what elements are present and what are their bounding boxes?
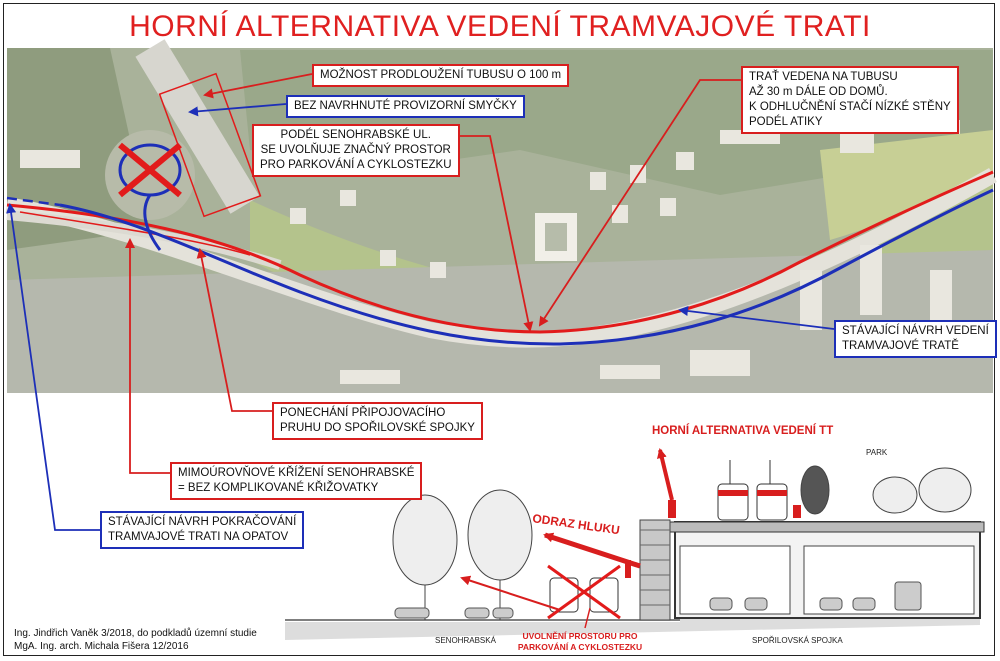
existing-continuation-callout: STÁVAJÍCÍ NÁVRH POKRAČOVÁNÍ TRAMVAJOVÉ TRATI NA OPATOV — [100, 511, 304, 549]
street-left-label: SENOHRABSKÁ — [435, 636, 496, 645]
street-right-label: SPOŘILOVSKÁ SPOJKA — [752, 636, 843, 645]
credit-line-2: MgA. Ing. arch. Michala Fišera 12/2016 — [14, 641, 189, 652]
credit-line-1: Ing. Jindřich Vaněk 3/2018, do podkladů územní studie — [14, 628, 257, 639]
section-heading: HORNÍ ALTERNATIVA VEDENÍ TT — [652, 425, 834, 437]
track-on-tunnel-callout: TRAŤ VEDENA NA TUBUSU AŽ 30 m DÁLE OD DOMŮ. K ODHLUČNĚNÍ STAČÍ NÍZKÉ STĚNY PODÉL ATIKY — [741, 66, 959, 134]
noise-reflection-label: ODRAZ HLUKU — [531, 511, 621, 538]
no-loop-callout: BEZ NAVRHNUTÉ PROVIZORNÍ SMYČKY — [286, 95, 525, 118]
page-title: HORNÍ ALTERNATIVA VEDENÍ TRAMVAJOVÉ TRATI — [129, 10, 871, 43]
connecting-lane-callout: PONECHÁNÍ PŘIPOJOVACÍHO PRUHU DO SPOŘILOVSKÉ SPOJKY — [272, 402, 483, 440]
freed-space-line-1: UVOLNĚNÍ PROSTORU PRO — [522, 631, 638, 641]
existing-route-callout: STÁVAJÍCÍ NÁVRH VEDENÍ TRAMVAJOVÉ TRATĚ — [834, 320, 997, 358]
freed-space-line-2: PARKOVÁNÍ A CYKLOSTEZKU — [517, 642, 643, 652]
tunnel-extension-callout: MOŽNOST PRODLOUŽENÍ TUBUSU O 100 m — [312, 64, 569, 87]
grade-separated-callout: MIMOÚROVŇOVÉ KŘÍŽENÍ SENOHRABSKÉ = BEZ KOMPLIKOVANÉ KŘIŽOVATKY — [170, 462, 422, 500]
park-label: PARK — [866, 448, 888, 457]
senohrabska-space-callout: PODÉL SENOHRABSKÉ UL. SE UVOLŇUJE ZNAČNÝ PROSTOR PRO PARKOVÁNÍ A CYKLOSTEZKU — [252, 124, 460, 177]
credit — [14, 627, 257, 653]
